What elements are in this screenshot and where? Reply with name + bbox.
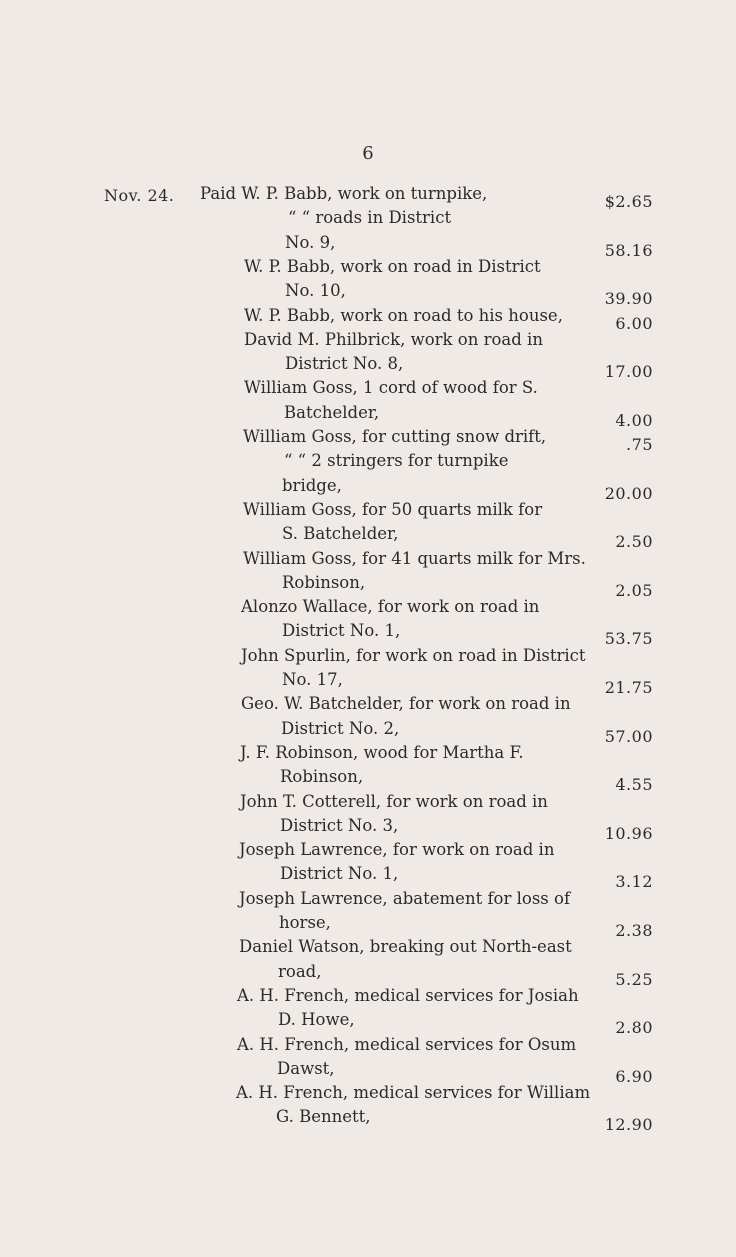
ledger-amount: 12.90 bbox=[604, 1115, 653, 1135]
ledger-line: Batchelder, bbox=[284, 402, 380, 422]
ledger-line: District No. 2, bbox=[281, 718, 400, 738]
ledger-amount: 2.38 bbox=[615, 921, 653, 940]
ledger-amount: 10.96 bbox=[604, 823, 653, 843]
ledger-line: horse, bbox=[279, 913, 331, 932]
ledger-line: “ “ roads in District bbox=[288, 208, 452, 228]
ledger-line: Daniel Watson, breaking out North-east bbox=[239, 937, 572, 957]
ledger-line: Geo. W. Batchelder, for work on road in bbox=[241, 694, 571, 714]
ledger-amount: 3.12 bbox=[615, 872, 653, 892]
ledger-amount: 58.16 bbox=[604, 240, 653, 260]
ledger-line: Paid W. P. Babb, work on turnpike, bbox=[200, 184, 488, 203]
ledger-amount: 21.75 bbox=[604, 678, 653, 697]
ledger-line: G. Bennett, bbox=[276, 1107, 371, 1127]
ledger-line: No. 10, bbox=[285, 281, 346, 301]
ledger-line: No. 9, bbox=[285, 232, 336, 252]
ledger-line: J. F. Robinson, wood for Martha F. bbox=[240, 742, 524, 762]
ledger-line: “ “ 2 stringers for turnpike bbox=[284, 451, 509, 471]
ledger-line: John T. Cotterell, for work on road in bbox=[240, 791, 548, 811]
ledger-line: William Goss, for 41 quarts milk for Mrs. bbox=[243, 548, 586, 568]
ledger-amount: 2.50 bbox=[615, 532, 653, 552]
ledger-line: A. H. French, medical services for William bbox=[236, 1083, 591, 1103]
ledger-amount: 20.00 bbox=[604, 483, 653, 503]
ledger-line: District No. 1, bbox=[282, 621, 401, 641]
ledger-line: A. H. French, medical services for Osum bbox=[237, 1034, 577, 1054]
ledger-line: A. H. French, medical services for Josiah bbox=[237, 985, 579, 1005]
ledger-line: W. P. Babb, work on road in District bbox=[244, 256, 541, 276]
ledger-line: John Spurlin, for work on road in District bbox=[241, 645, 586, 665]
ledger-line: W. P. Babb, work on road to his house, bbox=[244, 305, 563, 325]
ledger-amount: 4.00 bbox=[615, 410, 653, 430]
ledger-line: Joseph Lawrence, abatement for loss of bbox=[239, 888, 571, 908]
ledger-line: No. 17, bbox=[282, 670, 343, 689]
ledger-line: Robinson, bbox=[282, 572, 366, 592]
ledger-amount: 57.00 bbox=[604, 726, 653, 746]
ledger-line: Robinson, bbox=[280, 767, 364, 787]
ledger-amount: .75 bbox=[626, 435, 653, 454]
page-number: 6 bbox=[362, 143, 374, 164]
ledger-line: bridge, bbox=[282, 475, 342, 495]
ledger-line: David M. Philbrick, work on road in bbox=[244, 329, 543, 349]
ledger-amount: 6.00 bbox=[615, 313, 653, 333]
ledger-line: road, bbox=[278, 961, 322, 981]
ledger-line: William Goss, for 50 quarts milk for bbox=[243, 499, 543, 519]
ledger-amount: 2.05 bbox=[615, 580, 653, 600]
ledger-amount: 6.90 bbox=[615, 1066, 653, 1086]
ledger-amount: 17.00 bbox=[604, 362, 653, 382]
ledger-amount: 39.90 bbox=[604, 289, 653, 309]
ledger-line: William Goss, 1 cord of wood for S. bbox=[244, 378, 538, 398]
ledger-amount: 4.55 bbox=[615, 775, 653, 795]
ledger-amount: 5.25 bbox=[615, 969, 653, 989]
ledger-line: Alonzo Wallace, for work on road in bbox=[241, 597, 540, 617]
ledger-line: D. Howe, bbox=[278, 1010, 355, 1030]
ledger-amount: $2.65 bbox=[604, 192, 653, 211]
ledger-amount: 2.80 bbox=[615, 1018, 653, 1038]
ledger-line: District No. 3, bbox=[280, 815, 399, 835]
ledger-line: William Goss, for cutting snow drift, bbox=[243, 427, 547, 446]
ledger-line: District No. 1, bbox=[280, 864, 399, 884]
ledger-line: Dawst, bbox=[277, 1058, 335, 1078]
ledger-line: Joseph Lawrence, for work on road in bbox=[239, 840, 555, 860]
entry-date: Nov. 24. bbox=[104, 186, 175, 205]
ledger-amount: 53.75 bbox=[604, 629, 653, 649]
ledger-line: District No. 8, bbox=[285, 354, 404, 374]
ledger-line: S. Batchelder, bbox=[282, 524, 399, 544]
